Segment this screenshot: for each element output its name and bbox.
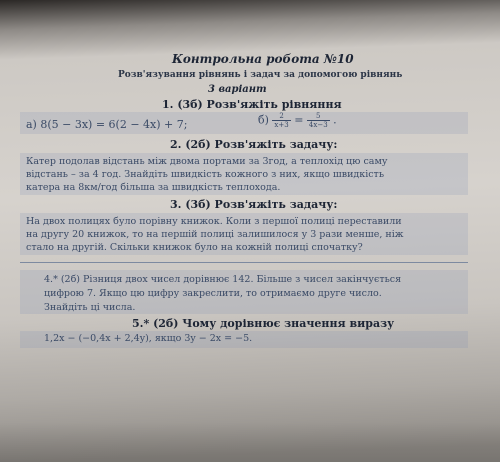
eq-b-equals: = — [294, 113, 304, 127]
task3-heading: 3. (3б) Розв'яжіть задачу: — [170, 198, 338, 211]
document-title: Контрольна робота №10 — [172, 52, 354, 66]
fraction-left-numerator: 2 — [272, 112, 290, 121]
task2-line-1: Катер подолав відстань між двома портами за 3год, а теплохід цю саму — [26, 156, 388, 167]
task4-line-3: Знайдіть ці числа. — [44, 302, 136, 313]
fraction-right — [307, 112, 330, 129]
task2-line-2: відстань – за 4 год. Знайдіть швидкість кожного з них, якщо швидкість — [26, 169, 384, 180]
task1-equation-a: а) 8(5 − 3x) = 6(2 − 4x) + 7; — [26, 118, 188, 131]
task4-line-1: 4.* (2б) Різниця двох чисел дорівнює 142. Більше з чисел закінчується — [44, 274, 402, 285]
task1-heading: 1. (3б) Розв'яжіть рівняння — [162, 98, 342, 111]
bottom-shadow — [0, 422, 500, 462]
task4-line-2: цифрою 7. Якщо цю цифру закреслити, то отримаємо друге число. — [44, 288, 382, 299]
eq-b-prefix: б) — [258, 113, 269, 127]
task2-line-3: катера на 8км/год більша за швидкість теплохода. — [26, 182, 281, 193]
task5-heading: 5.* (2б) Чому дорівнює значення виразу — [132, 317, 395, 330]
fraction-right-numerator: 5 — [307, 112, 330, 121]
eq-b-end: . — [333, 113, 337, 127]
task3-line-1: На двох полицях було порівну книжок. Коли з першої полиці переставили — [26, 216, 402, 227]
document-subtitle: Розв'язування рівнянь і задач за допомогою рівнянь — [118, 70, 403, 80]
section-divider — [20, 262, 468, 263]
task2-heading: 2. (2б) Розв'яжіть задачу: — [170, 138, 338, 151]
fraction-left — [272, 112, 290, 129]
task3-line-2: на другу 20 книжок, то на першій полиці залишилося у 3 рази менше, ніж — [26, 229, 404, 240]
task3-line-3: стало на другій. Скільки книжок було на кожній полиці спочатку? — [26, 242, 363, 253]
variant-label: 3 варіант — [208, 84, 267, 95]
fraction-left-denominator: x+3 — [274, 121, 289, 129]
fraction-right-denominator: 4x−3 — [308, 121, 328, 129]
task5-expression: 1,2x − (−0,4x + 2,4y), якщо 3y − 2x = −5. — [44, 333, 253, 344]
task1-equation-b — [258, 112, 337, 129]
